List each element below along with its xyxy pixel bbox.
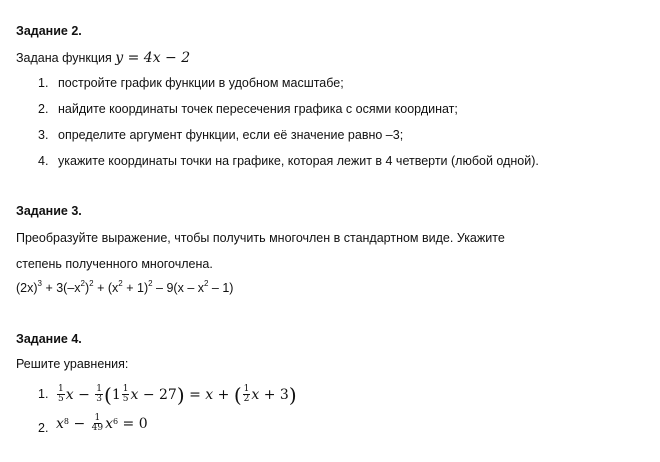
task2-item-2-text: найдите координаты точек пересечения графика с осями координат; bbox=[58, 102, 458, 116]
task4-equation-1: $\frac{1}{5}$ x − $\frac{1}{3}$ ( 1 $\frac{1}{5}$ x − 27 ) = x + ( $\frac{1}{2}$ x + 3 ) bbox=[58, 382, 297, 407]
task2-item-3-number: 3. bbox=[38, 128, 49, 142]
task2-intro-line bbox=[16, 50, 190, 66]
task4-equation-2-number: 2. bbox=[38, 421, 49, 435]
task2-item-1-text: постройте график функции в удобном масштабе; bbox=[58, 76, 344, 90]
task3-heading: Задание 3. bbox=[16, 204, 82, 218]
task2-item-1-number: 1. bbox=[38, 76, 49, 90]
task2-item-3-text: определите аргумент функции, если её значение равно –3; bbox=[58, 128, 404, 142]
task2-item-2-number: 2. bbox=[38, 102, 49, 116]
task3-text-line-1: Преобразуйте выражение, чтобы получить многочлен в стандартном виде. Укажите bbox=[16, 231, 505, 245]
task3-expression: $(2x)^3 + 3(-x^2)^2 + (x^2 + 1)^2 - 9(x - x^2 - 1)$ bbox=[16, 279, 234, 295]
task2-item-4-number: 4. bbox=[38, 154, 49, 168]
task2-formula: y = 4x − 2 bbox=[115, 50, 191, 66]
task2-heading: Задание 2. bbox=[16, 24, 82, 38]
task4-equation-1-number: 1. bbox=[38, 387, 49, 401]
task4-heading: Задание 4. bbox=[16, 332, 82, 346]
task4-intro: Решите уравнения: bbox=[16, 357, 129, 371]
task4-equation-2: x $^8$ − $\frac{1}{49}$ x $^6$ = 0 bbox=[56, 413, 148, 433]
task2-item-4-text: укажите координаты точки на графике, которая лежит в 4 четверти (любой одной). bbox=[58, 154, 539, 168]
task2-intro: Задана функция bbox=[16, 51, 112, 65]
task3-text-line-2: степень полученного многочлена. bbox=[16, 257, 213, 271]
